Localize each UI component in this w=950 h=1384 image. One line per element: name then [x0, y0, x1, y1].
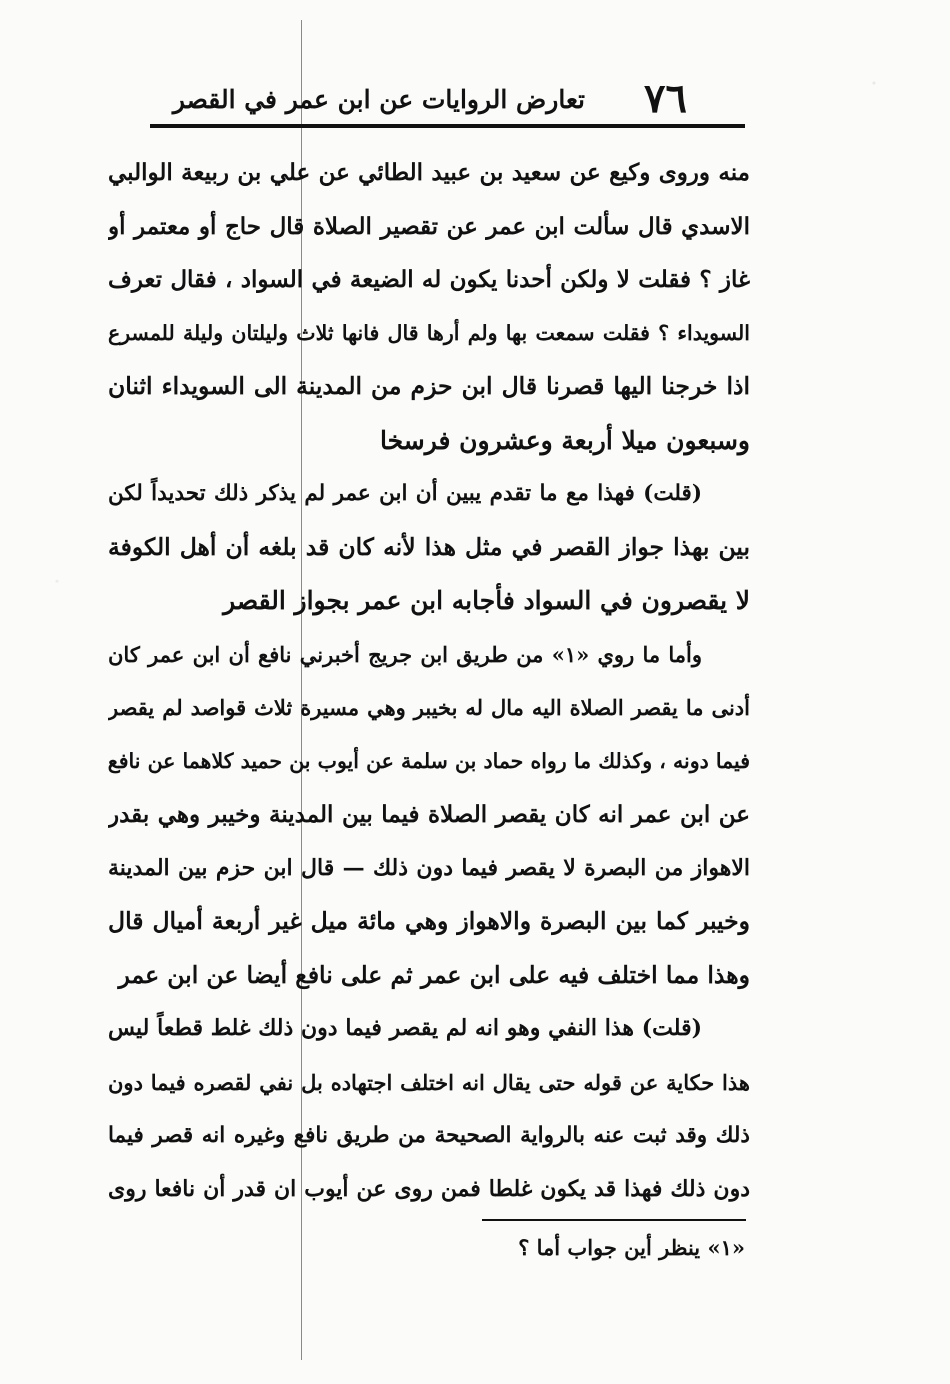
text-line: الاهواز من البصرة لا يقصر فيما دون ذلك — قال ابن حزم بين المدينة [108, 854, 750, 881]
page-number: ٧٦ [644, 75, 687, 122]
header-rule [150, 124, 745, 128]
text-line: هذا حكاية عن قوله حتى يقال انه اختلف اجتهاده بل نفي لقصره فيما دون [108, 1069, 750, 1095]
text-line: (قلت) هذا النفي وهو انه لم يقصر فيما دون ذلك غلط قطعاً ليس [108, 1015, 702, 1041]
text-line: (قلت) فهذا مع ما تقدم يبين أن ابن عمر لم يذكر ذلك تحديداً لكن [108, 481, 702, 506]
text-line: غاز ؟ فقلت لا ولكن أحدنا يكون له الضيعة في السواد ، فقال تعرف [108, 266, 750, 293]
page-header [150, 74, 745, 124]
text-line: عن ابن عمر انه كان يقصر الصلاة فيما بين المدينة وخيبر وهي بقدر [108, 801, 750, 828]
text-line: وخيبر كما بين البصرة والاهواز وهي مائة ميل غير أربعة أميال قال [108, 907, 750, 935]
text-line: وهذا مما اختلف فيه على ابن عمر ثم على نافع أيضا عن ابن عمر [118, 960, 750, 989]
text-line: فيما دونه ، وكذلك ما رواه حماد بن سلمة عن أيوب بن حميد كلاهما عن نافع [108, 748, 750, 773]
text-line: وسبعون ميلا أربعة وعشرون فرسخا [380, 425, 750, 455]
text-line: ذلك وقد ثبت عنه بالرواية الصحيحة من طريق نافع وغيره انه قصر فيما [108, 1123, 750, 1148]
footnote-rule [482, 1219, 746, 1221]
text-line: دون ذلك فهذا قد يكون غلطا فمن روى عن أيوب ان قدر أن نافعا روى [108, 1175, 750, 1202]
text-line: اذا خرجنا اليها قصرنا قال ابن حزم من المدينة الى السويداء اثنان [108, 372, 750, 400]
text-line: بين بهذا جواز القصر في مثل هذا لأنه كان قد بلغه أن أهل الكوفة [108, 532, 750, 561]
text-line: أدنى ما يقصر الصلاة اليه مال له بخيبر وهي مسيرة ثلاث قواصد لم يقصر [108, 695, 750, 720]
body-text [108, 146, 750, 1216]
text-line: وأما ما روي «١» من طريق ابن جريج أخبرني نافع أن ابن عمر كان [108, 641, 703, 667]
text-line: السويداء ؟ فقلت سمعت بها ولم أرها قال فانها ثلاث وليلتان وليلة للمسرع [108, 320, 750, 345]
text-line: منه وروى وكيع عن سعيد بن عبيد الطائي عن علي بن ربيعة الوالبي [108, 159, 750, 186]
running-title: تعارض الروايات عن ابن عمر في القصر [172, 85, 585, 114]
footnote: «١» ينظر أين جواب أما ؟ [518, 1235, 745, 1260]
text-line: لا يقصرون في السواد فأجابه ابن عمر بجواز القصر [223, 586, 750, 615]
text-line: الاسدي قال سألت ابن عمر عن تقصير الصلاة قال حاج أو معتمر أو [108, 212, 750, 240]
